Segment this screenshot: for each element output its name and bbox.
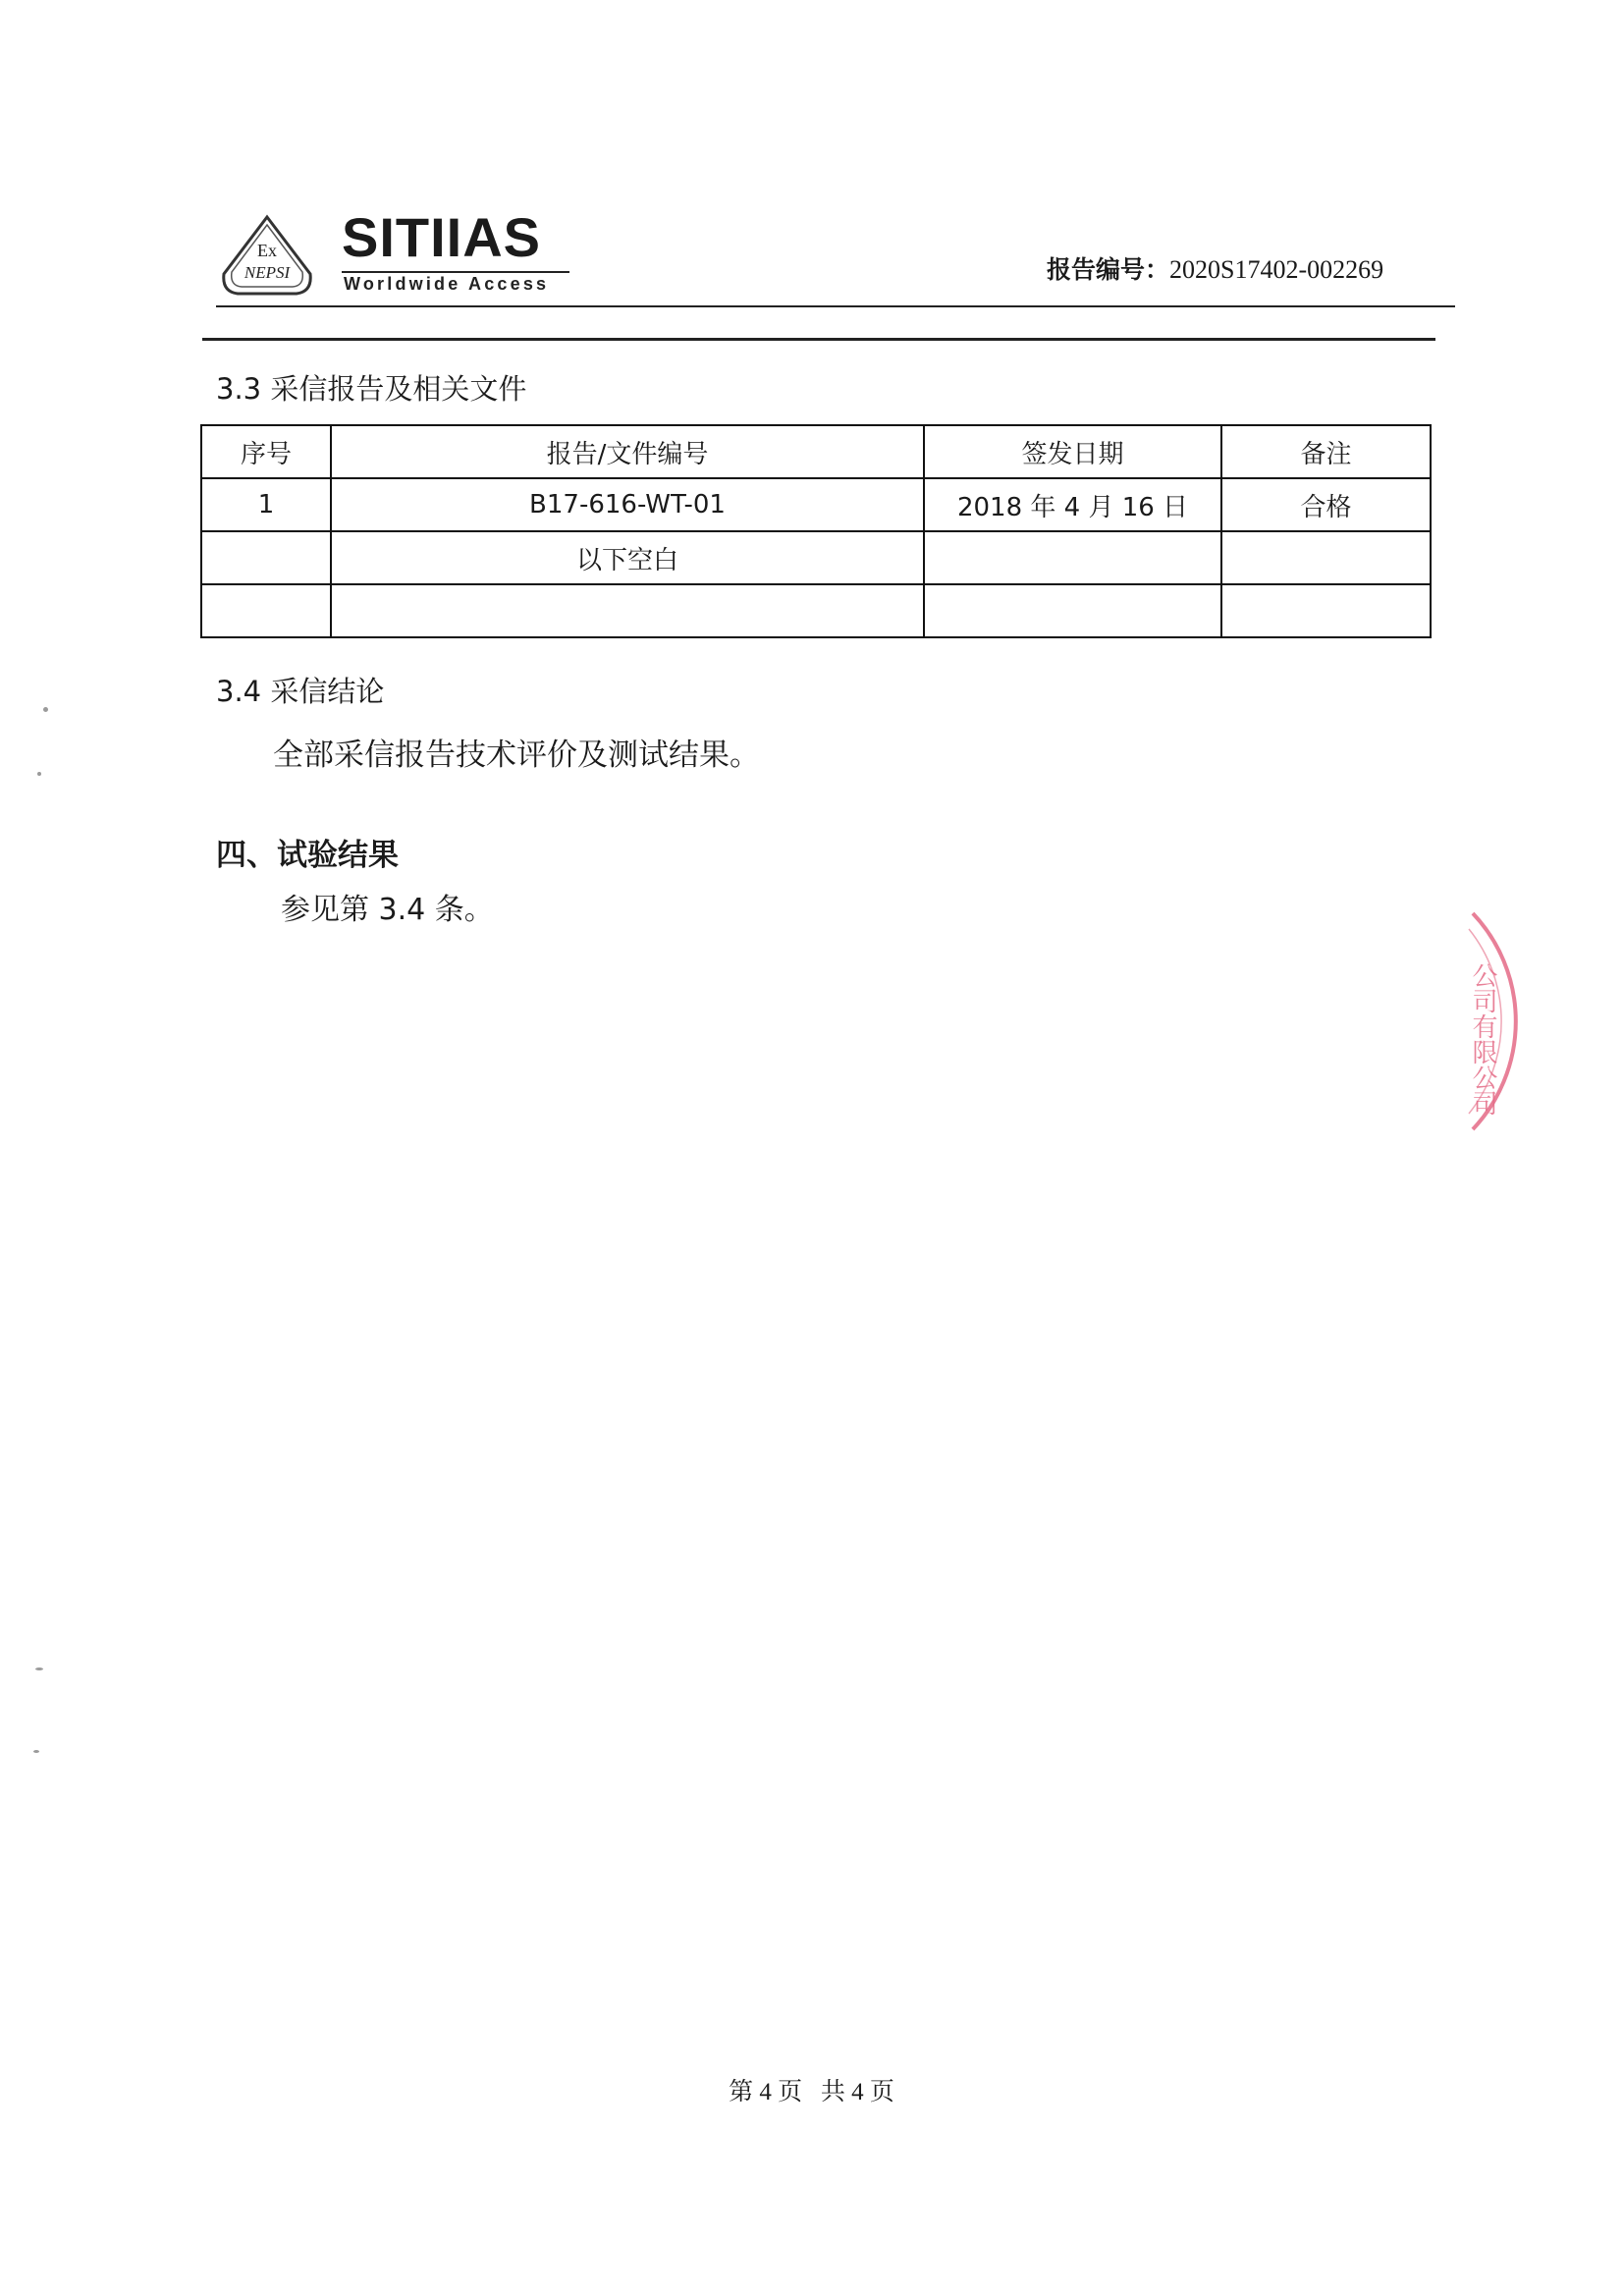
brand-name: SITIIAS — [342, 206, 542, 268]
report-number-label: 报告编号： — [1047, 255, 1170, 284]
header-rule-bottom — [202, 338, 1435, 341]
page-footer: 第 4 页 共 4 页 — [729, 2079, 894, 2105]
reference-reports-table — [200, 424, 1432, 638]
table-header-cell: 签发日期 — [924, 425, 1221, 478]
table-cell — [201, 584, 331, 637]
report-number — [1047, 255, 1383, 285]
table-header-cell: 备注 — [1221, 425, 1431, 478]
brand-tagline: Worldwide Access — [344, 274, 550, 294]
table-header-cell: 报告/文件编号 — [331, 425, 924, 478]
table-cell — [1221, 531, 1431, 584]
section-4-text: 参见第 3.4 条。 — [281, 893, 494, 927]
section-3-4-text: 全部采信报告技术评价及测试结果。 — [273, 738, 760, 773]
nepsi-logo — [218, 213, 316, 298]
table-cell — [331, 584, 924, 637]
table-row — [201, 584, 1431, 637]
section-4-heading: 四、试验结果 — [216, 838, 399, 873]
report-number-value: 2020S17402-002269 — [1169, 255, 1384, 284]
table-header-cell: 序号 — [201, 425, 331, 478]
table-cell: 2018 年 4 月 16 日 — [924, 478, 1221, 531]
table-row — [201, 531, 1431, 584]
scan-speck — [35, 1667, 43, 1670]
table-cell: 1 — [201, 478, 331, 531]
table-cell: B17-616-WT-01 — [331, 478, 924, 531]
brand-divider — [342, 271, 569, 273]
table-cell — [924, 584, 1221, 637]
company-seal-stamp — [1443, 903, 1532, 1139]
table-row — [201, 478, 1431, 531]
scan-speck — [33, 1750, 39, 1753]
table-header-row — [201, 425, 1431, 478]
section-3-3-heading: 3.3 采信报告及相关文件 — [216, 372, 527, 406]
table-cell: 以下空白 — [331, 531, 924, 584]
logo-ex-text: Ex — [257, 241, 277, 260]
logo-nepsi-text: NEPSI — [243, 263, 291, 282]
scan-speck — [43, 707, 48, 712]
header-rule-top — [216, 305, 1455, 307]
table-cell — [924, 531, 1221, 584]
table-cell — [201, 531, 331, 584]
seal-text: 公司有限公司 — [1468, 962, 1497, 1116]
section-3-4-heading: 3.4 采信结论 — [216, 675, 385, 708]
scan-speck — [37, 772, 41, 776]
table-cell: 合格 — [1221, 478, 1431, 531]
table-cell — [1221, 584, 1431, 637]
